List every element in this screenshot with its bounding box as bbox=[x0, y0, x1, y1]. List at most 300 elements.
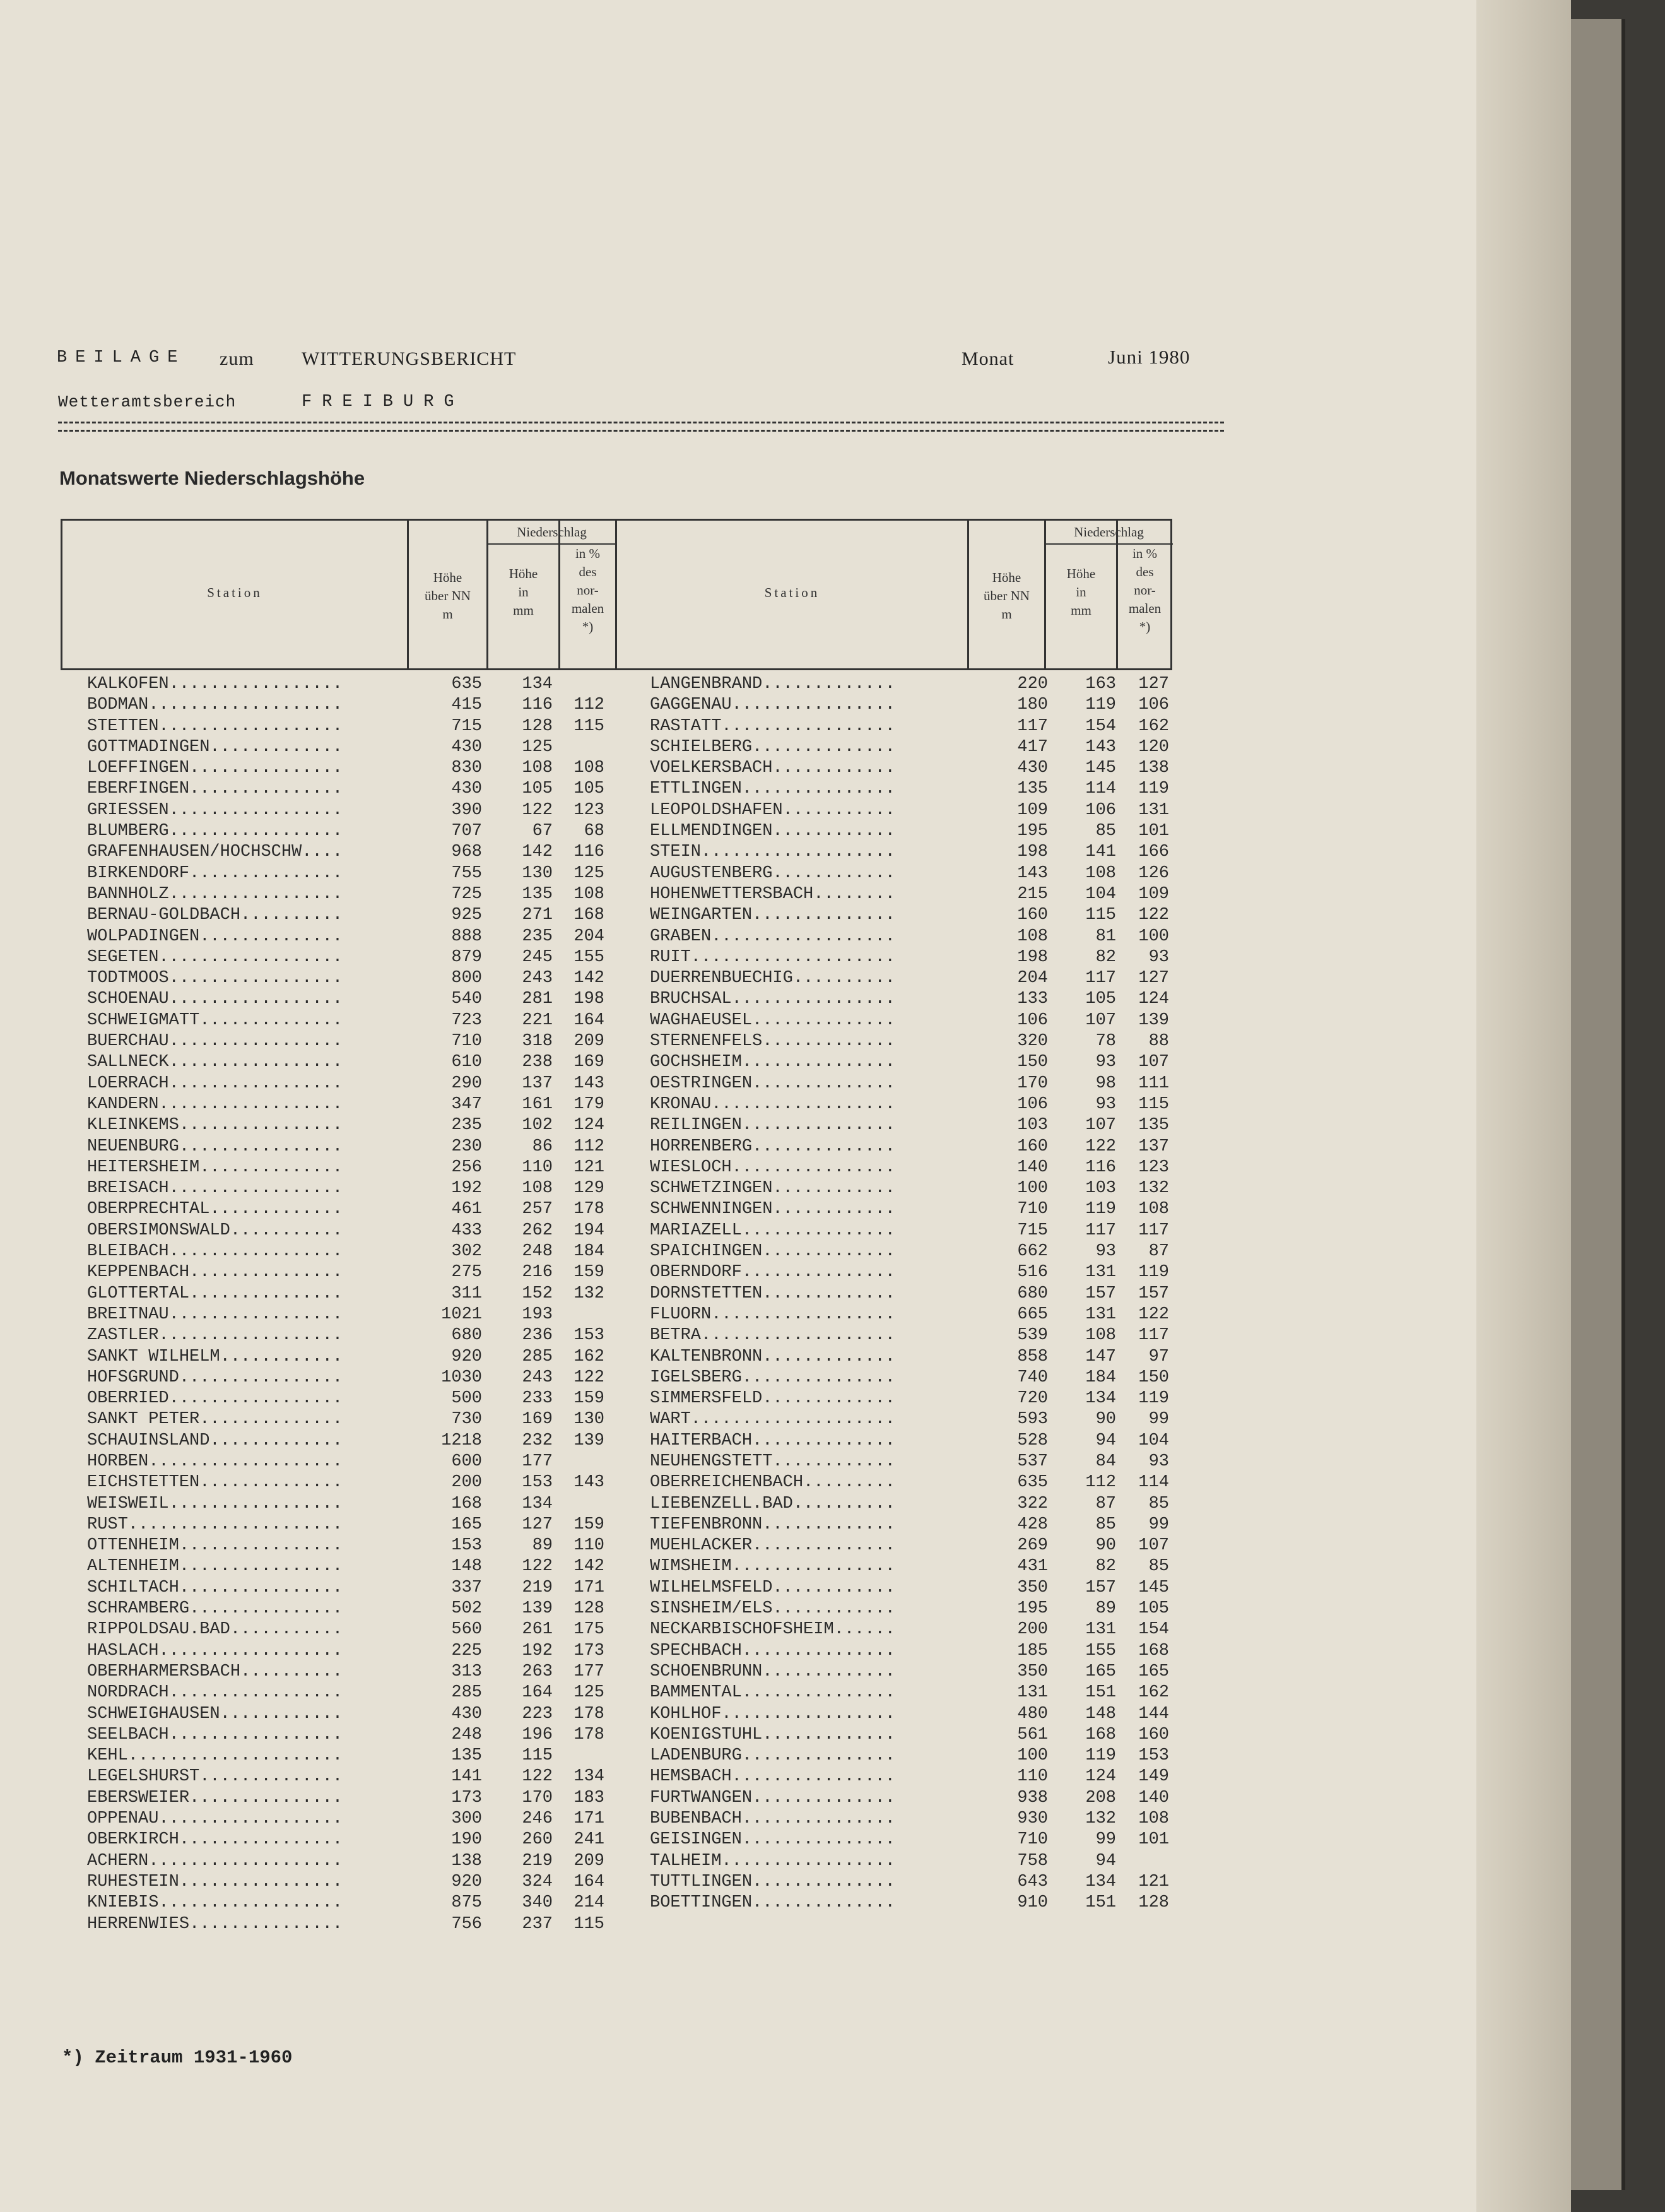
elevation-value: 710 bbox=[1017, 1830, 1048, 1850]
station-name: STERNENFELS............. bbox=[650, 1032, 895, 1051]
header-line: über NN bbox=[425, 588, 471, 603]
precip-mm-header bbox=[1046, 565, 1116, 620]
station-name: BUBENBACH............... bbox=[650, 1809, 895, 1829]
station-name: KANDERN.................. bbox=[87, 1094, 343, 1114]
elevation-value: 180 bbox=[1017, 695, 1048, 715]
section-title: Monatswerte Niederschlagshöhe bbox=[59, 467, 365, 489]
precip-mm-value: 106 bbox=[1085, 800, 1116, 820]
precip-mm-value: 219 bbox=[522, 1578, 553, 1597]
precip-mm-value: 170 bbox=[522, 1788, 553, 1807]
elevation-value: 215 bbox=[1017, 884, 1048, 904]
elevation-value: 430 bbox=[451, 779, 482, 799]
precip-pct-value: 115 bbox=[574, 716, 604, 736]
precip-mm-value: 117 bbox=[1085, 969, 1116, 988]
precip-pct-value: 85 bbox=[1148, 1494, 1169, 1513]
elevation-value: 103 bbox=[1017, 1116, 1048, 1135]
precip-pct-value: 123 bbox=[1138, 1157, 1169, 1177]
elevation-value: 117 bbox=[1017, 716, 1048, 736]
precip-mm-value: 260 bbox=[522, 1830, 553, 1850]
precip-pct-value: 204 bbox=[574, 926, 604, 946]
precip-pct-value: 88 bbox=[1148, 1032, 1169, 1051]
elevation-value: 109 bbox=[1017, 800, 1048, 820]
precip-pct-value: 106 bbox=[1138, 695, 1169, 715]
table-header bbox=[61, 519, 1172, 670]
station-name: SANKT PETER.............. bbox=[87, 1410, 343, 1429]
station-name: ETTLINGEN............... bbox=[650, 779, 895, 799]
precip-mm-value: 115 bbox=[522, 1746, 553, 1766]
station-name: SCHWEIGHAUSEN............ bbox=[87, 1704, 343, 1724]
station-name: WEISWEIL................. bbox=[87, 1494, 343, 1513]
precip-pct-value: 122 bbox=[574, 1368, 604, 1387]
elevation-value: 135 bbox=[451, 1746, 482, 1766]
precip-mm-value: 81 bbox=[1095, 926, 1116, 946]
precip-mm-value: 237 bbox=[522, 1914, 553, 1934]
precip-mm-value: 262 bbox=[522, 1221, 553, 1240]
elevation-value: 561 bbox=[1017, 1725, 1048, 1744]
elevation-value: 730 bbox=[451, 1410, 482, 1429]
station-name: SINSHEIM/ELS............ bbox=[650, 1599, 895, 1619]
precip-mm-value: 246 bbox=[522, 1809, 553, 1829]
precip-pct-value: 131 bbox=[1138, 800, 1169, 820]
station-name: HEITERSHEIM.............. bbox=[87, 1157, 343, 1177]
header-line: Höhe bbox=[1066, 566, 1096, 581]
station-name: NORDRACH................. bbox=[87, 1683, 343, 1703]
station-name: HOHENWETTERSBACH........ bbox=[650, 884, 895, 904]
precip-mm-value: 94 bbox=[1095, 1851, 1116, 1871]
elevation-value: 225 bbox=[451, 1641, 482, 1660]
precip-pct-value: 198 bbox=[574, 990, 604, 1009]
precip-pct-value: 178 bbox=[574, 1704, 604, 1724]
elevation-value: 610 bbox=[451, 1053, 482, 1072]
precip-mm-value: 184 bbox=[1085, 1368, 1116, 1387]
elevation-value: 165 bbox=[451, 1515, 482, 1534]
precip-pct-value: 143 bbox=[574, 1073, 604, 1093]
elevation-value: 153 bbox=[451, 1536, 482, 1556]
station-name: RIPPOLDSAU.BAD........... bbox=[87, 1620, 343, 1640]
precip-pct-value: 121 bbox=[1138, 1872, 1169, 1891]
book-cover bbox=[1571, 19, 1625, 2190]
precip-mm-value: 221 bbox=[522, 1010, 553, 1030]
precip-pct-value: 116 bbox=[574, 843, 604, 862]
elevation-value: 910 bbox=[1017, 1893, 1048, 1913]
precip-mm-value: 131 bbox=[1085, 1304, 1116, 1324]
elevation-value: 480 bbox=[1017, 1704, 1048, 1724]
report-title: WITTERUNGSBERICHT bbox=[302, 348, 517, 369]
station-name: KALTENBRONN............. bbox=[650, 1347, 895, 1366]
precip-pct-value: 101 bbox=[1138, 822, 1169, 841]
elevation-value: 256 bbox=[451, 1157, 482, 1177]
precip-pct-value: 112 bbox=[574, 1137, 604, 1156]
station-name: HORBEN................... bbox=[87, 1452, 343, 1471]
elevation-value: 322 bbox=[1017, 1494, 1048, 1513]
elevation-value: 710 bbox=[451, 1032, 482, 1051]
precip-mm-value: 124 bbox=[1085, 1767, 1116, 1787]
elevation-value: 170 bbox=[1017, 1073, 1048, 1093]
precip-mm-value: 145 bbox=[1085, 759, 1116, 778]
station-name: SPAICHINGEN............. bbox=[650, 1242, 895, 1262]
precip-pct-value: 171 bbox=[574, 1578, 604, 1597]
precip-mm-value: 131 bbox=[1085, 1263, 1116, 1282]
precip-mm-value: 142 bbox=[522, 843, 553, 862]
precip-pct-value: 128 bbox=[1138, 1893, 1169, 1913]
precip-pct-value: 165 bbox=[1138, 1662, 1169, 1681]
precip-mm-value: 67 bbox=[532, 822, 553, 841]
station-name: BLUMBERG................. bbox=[87, 822, 343, 841]
precip-pct-value: 123 bbox=[574, 800, 604, 820]
month-label: Monat bbox=[962, 348, 1015, 369]
precip-pct-value: 164 bbox=[574, 1872, 604, 1891]
station-name: BREITNAU................. bbox=[87, 1304, 343, 1324]
precip-pct-value: 108 bbox=[574, 884, 604, 904]
footnote: *) Zeitraum 1931-1960 bbox=[62, 2047, 293, 2068]
precip-mm-value: 238 bbox=[522, 1053, 553, 1072]
elevation-value: 143 bbox=[1017, 863, 1048, 883]
precip-mm-value: 112 bbox=[1085, 1473, 1116, 1493]
elevation-value: 1218 bbox=[441, 1431, 482, 1450]
elevation-value: 879 bbox=[451, 947, 482, 967]
precip-mm-value: 137 bbox=[522, 1073, 553, 1093]
precip-pct-value: 169 bbox=[574, 1053, 604, 1072]
station-name: SEELBACH................. bbox=[87, 1725, 343, 1744]
header-line: m bbox=[1001, 606, 1012, 622]
precip-mm-value: 243 bbox=[522, 969, 553, 988]
station-name: RUIT.................... bbox=[650, 947, 895, 967]
elevation-value: 285 bbox=[451, 1683, 482, 1703]
precip-mm-value: 157 bbox=[1085, 1284, 1116, 1303]
station-name: RUST..................... bbox=[87, 1515, 343, 1534]
precip-mm-value: 105 bbox=[1085, 990, 1116, 1009]
precip-pct-value: 132 bbox=[1138, 1179, 1169, 1198]
station-name: HERRENWIES............... bbox=[87, 1914, 343, 1934]
precip-pct-value: 144 bbox=[1138, 1704, 1169, 1724]
station-name: WOLPADINGEN.............. bbox=[87, 926, 343, 946]
precip-mm-value: 153 bbox=[522, 1473, 553, 1493]
precip-pct-value: 97 bbox=[1148, 1347, 1169, 1366]
precip-pct-value: 168 bbox=[574, 906, 604, 925]
precip-mm-value: 117 bbox=[1085, 1221, 1116, 1240]
precip-pct-value: 119 bbox=[1138, 1263, 1169, 1282]
station-name: MARIAZELL............... bbox=[650, 1221, 895, 1240]
precip-pct-value: 209 bbox=[574, 1851, 604, 1871]
precip-mm-value: 318 bbox=[522, 1032, 553, 1051]
elevation-value: 198 bbox=[1017, 843, 1048, 862]
elevation-value: 662 bbox=[1017, 1242, 1048, 1262]
region-label: Wetteramtsbereich bbox=[58, 393, 237, 411]
station-name: KOHLHOF................. bbox=[650, 1704, 895, 1724]
station-name: GAGGENAU................ bbox=[650, 695, 895, 715]
station-name: LOEFFINGEN............... bbox=[87, 759, 343, 778]
precip-pct-value: 68 bbox=[584, 822, 604, 841]
precip-pct-value: 143 bbox=[574, 1473, 604, 1493]
precip-mm-value: 122 bbox=[522, 1767, 553, 1787]
precip-pct-value: 179 bbox=[574, 1094, 604, 1114]
precip-mm-value: 263 bbox=[522, 1662, 553, 1681]
station-name: OBERPRECHTAL............. bbox=[87, 1200, 343, 1219]
header-line: in bbox=[1076, 584, 1086, 600]
station-name: OESTRINGEN.............. bbox=[650, 1073, 895, 1093]
station-name: BOETTINGEN.............. bbox=[650, 1893, 895, 1913]
precip-mm-value: 148 bbox=[1085, 1704, 1116, 1724]
precip-pct-value: 105 bbox=[574, 779, 604, 799]
precip-mm-value: 122 bbox=[522, 800, 553, 820]
precip-mm-value: 82 bbox=[1095, 1557, 1116, 1576]
elevation-value: 461 bbox=[451, 1200, 482, 1219]
elevation-value: 430 bbox=[451, 1704, 482, 1724]
precip-mm-value: 132 bbox=[1085, 1809, 1116, 1829]
elevation-value: 108 bbox=[1017, 926, 1048, 946]
elevation-value: 500 bbox=[451, 1389, 482, 1409]
precip-mm-value: 340 bbox=[522, 1893, 553, 1913]
precip-pct-value: 209 bbox=[574, 1032, 604, 1051]
elevation-value: 168 bbox=[451, 1494, 482, 1513]
station-name: REILINGEN............... bbox=[650, 1116, 895, 1135]
precip-mm-value: 152 bbox=[522, 1284, 553, 1303]
precip-pct-value: 121 bbox=[574, 1157, 604, 1177]
elevation-value: 190 bbox=[451, 1830, 482, 1850]
precip-mm-value: 122 bbox=[522, 1557, 553, 1576]
precip-mm-value: 163 bbox=[1085, 675, 1116, 694]
precip-pct-value: 177 bbox=[574, 1662, 604, 1681]
header-line: m bbox=[442, 606, 453, 622]
elevation-value: 888 bbox=[451, 926, 482, 946]
station-name: BAMMENTAL............... bbox=[650, 1683, 895, 1703]
precip-mm-value: 243 bbox=[522, 1368, 553, 1387]
elevation-value: 100 bbox=[1017, 1746, 1048, 1766]
precip-mm-value: 87 bbox=[1095, 1494, 1116, 1513]
elevation-value: 200 bbox=[1017, 1620, 1048, 1640]
elevation-value: 635 bbox=[1017, 1473, 1048, 1493]
header-line: mm bbox=[513, 603, 534, 618]
elevation-value: 138 bbox=[451, 1851, 482, 1871]
elevation-value: 148 bbox=[451, 1557, 482, 1576]
elevation-value: 133 bbox=[1017, 990, 1048, 1009]
station-name: LADENBURG............... bbox=[650, 1746, 895, 1766]
station-name: TALHEIM................. bbox=[650, 1851, 895, 1871]
precip-mm-value: 134 bbox=[1085, 1872, 1116, 1891]
elevation-value: 600 bbox=[451, 1452, 482, 1471]
elevation-value: 160 bbox=[1017, 1137, 1048, 1156]
station-name: ELLMENDINGEN............ bbox=[650, 822, 895, 841]
elevation-value: 528 bbox=[1017, 1431, 1048, 1450]
station-name: BLEIBACH................. bbox=[87, 1242, 343, 1262]
precip-mm-value: 108 bbox=[522, 1179, 553, 1198]
precip-mm-value: 116 bbox=[522, 695, 553, 715]
station-name: SEGETEN.................. bbox=[87, 947, 343, 967]
station-name: FLUORN.................. bbox=[650, 1304, 895, 1324]
station-name: HOFSGRUND................ bbox=[87, 1368, 343, 1387]
precip-mm-value: 90 bbox=[1095, 1536, 1116, 1556]
station-name: MUEHLACKER.............. bbox=[650, 1536, 895, 1556]
elevation-value: 417 bbox=[1017, 737, 1048, 757]
precip-pct-value: 122 bbox=[1138, 906, 1169, 925]
station-name: BERNAU-GOLDBACH.......... bbox=[87, 906, 343, 925]
elevation-value: 516 bbox=[1017, 1263, 1048, 1282]
precip-group-header: Niederschlag bbox=[517, 524, 587, 540]
precip-mm-value: 93 bbox=[1095, 1094, 1116, 1114]
precip-pct-value: 127 bbox=[1138, 675, 1169, 694]
station-name: KNIEBIS.................. bbox=[87, 1893, 343, 1913]
elevation-value: 140 bbox=[1017, 1157, 1048, 1177]
precip-mm-value: 134 bbox=[522, 1494, 553, 1513]
precip-mm-value: 177 bbox=[522, 1452, 553, 1471]
precip-mm-value: 93 bbox=[1095, 1053, 1116, 1072]
elevation-value: 100 bbox=[1017, 1179, 1048, 1198]
precip-mm-value: 110 bbox=[522, 1157, 553, 1177]
precip-mm-value: 90 bbox=[1095, 1410, 1116, 1429]
station-name: EBERSWEIER............... bbox=[87, 1788, 343, 1807]
station-name: ZASTLER.................. bbox=[87, 1326, 343, 1346]
station-name: GRAFENHAUSEN/HOCHSCHW.... bbox=[87, 843, 343, 862]
elevation-value: 643 bbox=[1017, 1872, 1048, 1891]
precip-pct-value: 107 bbox=[1138, 1536, 1169, 1556]
station-name: GOCHSHEIM............... bbox=[650, 1053, 895, 1072]
precip-mm-value: 84 bbox=[1095, 1452, 1116, 1471]
station-name: LIEBENZELL.BAD.......... bbox=[650, 1494, 895, 1513]
header-line: Höhe bbox=[433, 570, 462, 585]
precip-mm-value: 122 bbox=[1085, 1137, 1116, 1156]
station-name: IGELSBERG............... bbox=[650, 1368, 895, 1387]
station-name: OBERREICHENBACH......... bbox=[650, 1473, 895, 1493]
precip-pct-value: 108 bbox=[1138, 1809, 1169, 1829]
station-name: OBERNDORF............... bbox=[650, 1263, 895, 1282]
station-name: SCHILTACH................ bbox=[87, 1578, 343, 1597]
precip-pct-value: 115 bbox=[574, 1914, 604, 1934]
elevation-value: 830 bbox=[451, 759, 482, 778]
precip-mm-value: 261 bbox=[522, 1620, 553, 1640]
elevation-value: 930 bbox=[1017, 1809, 1048, 1829]
station-name: HORRENBERG.............. bbox=[650, 1137, 895, 1156]
elevation-value: 537 bbox=[1017, 1452, 1048, 1471]
precip-pct-value: 150 bbox=[1138, 1368, 1169, 1387]
header-line: malen bbox=[1128, 601, 1162, 616]
precip-mm-value: 89 bbox=[532, 1536, 553, 1556]
precip-pct-value: 162 bbox=[1138, 716, 1169, 736]
precip-mm-value: 193 bbox=[522, 1304, 553, 1324]
elevation-value: 313 bbox=[451, 1662, 482, 1681]
station-name: AUGUSTENBERG............ bbox=[650, 863, 895, 883]
precip-mm-value: 107 bbox=[1085, 1010, 1116, 1030]
precip-mm-value: 102 bbox=[522, 1116, 553, 1135]
elevation-value: 106 bbox=[1017, 1094, 1048, 1114]
precip-pct-value: 241 bbox=[574, 1830, 604, 1850]
precip-pct-value: 119 bbox=[1138, 779, 1169, 799]
precip-pct-value: 132 bbox=[574, 1284, 604, 1303]
station-name: EBERFINGEN............... bbox=[87, 779, 343, 799]
elevation-value: 160 bbox=[1017, 906, 1048, 925]
elevation-value: 715 bbox=[1017, 1221, 1048, 1240]
elevation-value: 540 bbox=[451, 990, 482, 1009]
precip-mm-value: 165 bbox=[1085, 1662, 1116, 1681]
precip-mm-value: 233 bbox=[522, 1389, 553, 1409]
precip-pct-value: 111 bbox=[1138, 1073, 1169, 1093]
precip-pct-value: 178 bbox=[574, 1725, 604, 1744]
elevation-value: 235 bbox=[451, 1116, 482, 1135]
precip-pct-value: 112 bbox=[574, 695, 604, 715]
station-name: VOELKERSBACH............ bbox=[650, 759, 895, 778]
precip-pct-value: 120 bbox=[1138, 737, 1169, 757]
precip-pct-value: 108 bbox=[574, 759, 604, 778]
header-line: Höhe bbox=[992, 570, 1021, 585]
header-line: malen bbox=[571, 601, 604, 616]
elevation-value: 415 bbox=[451, 695, 482, 715]
elevation-value: 433 bbox=[451, 1221, 482, 1240]
elevation-value: 135 bbox=[1017, 779, 1048, 799]
precip-pct-value: 155 bbox=[574, 947, 604, 967]
precip-pct-value: 110 bbox=[574, 1536, 604, 1556]
elevation-value: 680 bbox=[1017, 1284, 1048, 1303]
elevation-value: 337 bbox=[451, 1578, 482, 1597]
station-name: SCHIELBERG.............. bbox=[650, 737, 895, 757]
precip-pct-value: 124 bbox=[1138, 990, 1169, 1009]
station-name: KEHL..................... bbox=[87, 1746, 343, 1766]
station-name: GOTTMADINGEN............. bbox=[87, 737, 343, 757]
elevation-value: 302 bbox=[451, 1242, 482, 1262]
precip-pct-value: 183 bbox=[574, 1788, 604, 1807]
elevation-value: 192 bbox=[451, 1179, 482, 1198]
station-name: SCHRAMBERG............... bbox=[87, 1599, 343, 1619]
station-name: OBERSIMONSWALD........... bbox=[87, 1221, 343, 1240]
elevation-value: 347 bbox=[451, 1094, 482, 1114]
station-name: KRONAU.................. bbox=[650, 1094, 895, 1114]
header-line: des bbox=[1136, 564, 1154, 579]
precip-mm-value: 93 bbox=[1095, 1242, 1116, 1262]
station-header: Station bbox=[207, 585, 262, 600]
elevation-value: 707 bbox=[451, 822, 482, 841]
elevation-value: 431 bbox=[1017, 1557, 1048, 1576]
station-name: BETRA................... bbox=[650, 1326, 895, 1346]
precip-mm-value: 103 bbox=[1085, 1179, 1116, 1198]
elevation-value: 502 bbox=[451, 1599, 482, 1619]
station-name: OBERRIED................. bbox=[87, 1389, 343, 1409]
station-name: BRUCHSAL................ bbox=[650, 990, 895, 1009]
elevation-value: 248 bbox=[451, 1725, 482, 1744]
precip-pct-value: 159 bbox=[574, 1515, 604, 1534]
elevation-value: 800 bbox=[451, 969, 482, 988]
station-name: HASLACH.................. bbox=[87, 1641, 343, 1660]
elevation-value: 198 bbox=[1017, 947, 1048, 967]
station-name: ALTENHEIM................ bbox=[87, 1557, 343, 1576]
precip-pct-value: 159 bbox=[574, 1263, 604, 1282]
precip-pct-header bbox=[1118, 545, 1172, 636]
precip-mm-value: 157 bbox=[1085, 1578, 1116, 1597]
precip-pct-value: 157 bbox=[1138, 1284, 1169, 1303]
precip-pct-value: 184 bbox=[574, 1242, 604, 1262]
precip-group-header: Niederschlag bbox=[1074, 524, 1144, 540]
precip-mm-value: 192 bbox=[522, 1641, 553, 1660]
precip-mm-value: 104 bbox=[1085, 884, 1116, 904]
beilage-label: BEILAGE bbox=[57, 348, 186, 367]
precip-mm-value: 125 bbox=[522, 737, 553, 757]
station-name: SALLNECK................. bbox=[87, 1053, 343, 1072]
station-name: FURTWANGEN.............. bbox=[650, 1788, 895, 1807]
precip-mm-value: 99 bbox=[1095, 1830, 1116, 1850]
precip-pct-value: 137 bbox=[1138, 1137, 1169, 1156]
precip-mm-value: 139 bbox=[522, 1599, 553, 1619]
precip-pct-value: 93 bbox=[1148, 947, 1169, 967]
elevation-value: 185 bbox=[1017, 1641, 1048, 1660]
station-name: TODTMOOS................. bbox=[87, 969, 343, 988]
elevation-value: 141 bbox=[451, 1767, 482, 1787]
precip-pct-value: 99 bbox=[1148, 1410, 1169, 1429]
elevation-value: 430 bbox=[451, 737, 482, 757]
elevation-value: 725 bbox=[451, 884, 482, 904]
header-line: des bbox=[579, 564, 597, 579]
precip-mm-value: 94 bbox=[1095, 1431, 1116, 1450]
elevation-value: 720 bbox=[1017, 1389, 1048, 1409]
precip-mm-value: 196 bbox=[522, 1725, 553, 1744]
page-stack-edge bbox=[1476, 0, 1571, 2212]
elevation-value: 858 bbox=[1017, 1347, 1048, 1366]
